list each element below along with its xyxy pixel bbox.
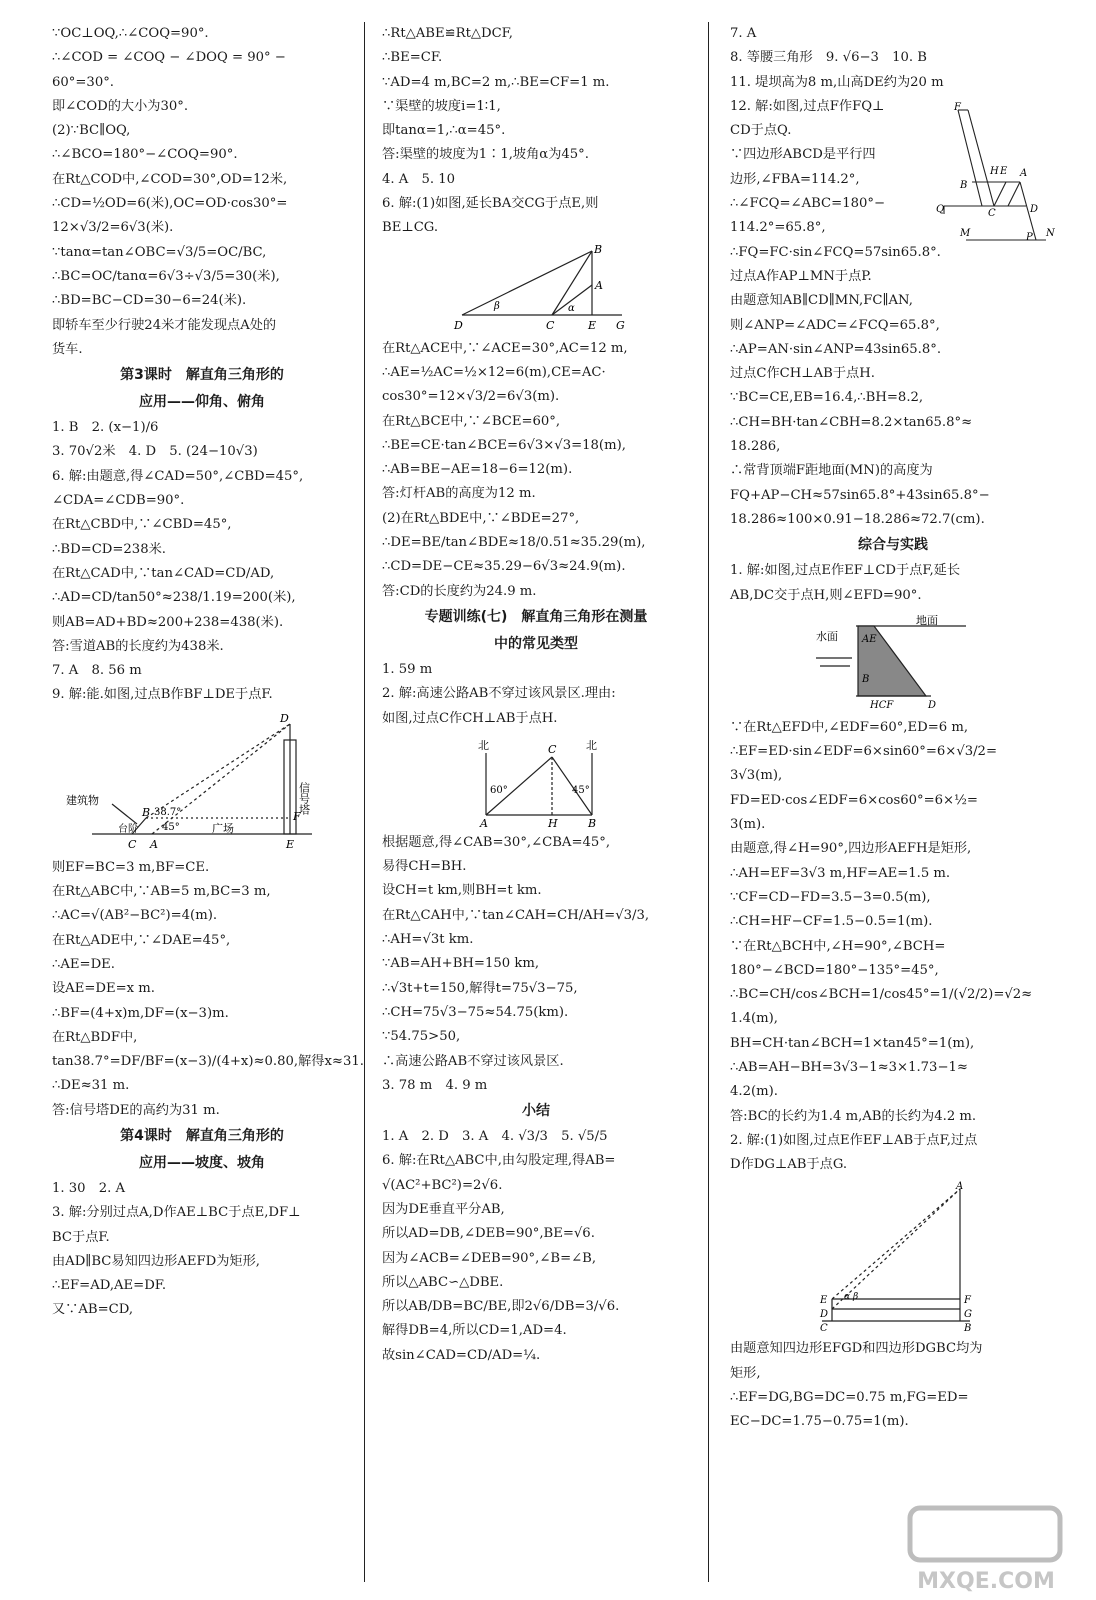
- text-line: ∴∠FCQ=∠ABC=180°−: [730, 196, 886, 212]
- text-line: 由题意知AB∥CD∥MN,FC∥AN,: [730, 293, 913, 309]
- text-line: D作DG⊥AB于点G.: [730, 1157, 848, 1173]
- text-line: ∴Rt△ABE≌Rt△DCF,: [382, 26, 513, 41]
- text-line: ∵四边形ABCD是平行四: [730, 147, 876, 163]
- text-line: 所以AB/DB=BC/BE,即2√6/DB=3/√6.: [382, 1299, 620, 1315]
- svg-text:A: A: [480, 816, 488, 827]
- svg-text:α: α: [568, 302, 575, 314]
- text-line: 解得DB=4,所以CD=1,AD=4.: [382, 1323, 567, 1339]
- figure-signal-tower: [52, 712, 352, 852]
- section-subheading: 应用——坡度、坡角: [139, 1154, 265, 1171]
- text-line: 60°=30°.: [52, 74, 114, 90]
- text-line: (2)∵BC∥OQ,: [52, 123, 131, 139]
- section-heading: 第4课时 解直角三角形的: [120, 1127, 284, 1144]
- label-angle: 45°: [162, 821, 180, 833]
- text-line: 在Rt△CAD中,∵tan∠CAD=CD/AD,: [52, 565, 275, 581]
- svg-text:N: N: [1046, 228, 1055, 239]
- text-line: 6. 解:由题意,得∠CAD=50°,∠CBD=45°,: [52, 468, 304, 484]
- text-line: 因为∠ACB=∠DEB=90°,∠B=∠B,: [382, 1250, 597, 1266]
- figure-highway: [382, 735, 690, 827]
- svg-text:C: C: [988, 208, 996, 219]
- svg-text:D: D: [1030, 204, 1039, 215]
- text-line: 易得CH=BH.: [382, 859, 467, 875]
- text-line: 即tanα=1,∴α=45°.: [382, 123, 506, 139]
- text-line: 由题意知四边形EFGD和四边形DGBC均为: [730, 1341, 983, 1357]
- text-line: √(AC²+BC²)=2√6.: [382, 1177, 503, 1193]
- text-line: 所以AD=DB,∠DEB=90°,BE=√6.: [382, 1226, 595, 1242]
- text-line: 18.286≈100×0.91−18.286≈72.7(cm).: [730, 511, 985, 527]
- text-line: 答:渠壁的坡度为1∶1,坡角α为45°.: [382, 147, 589, 163]
- svg-text:AE: AE: [862, 633, 877, 645]
- text-line: ∴BD=BC−CD=30−6=24(米).: [52, 293, 247, 309]
- svg-text:E: E: [286, 837, 295, 851]
- solution-text: [730, 716, 1056, 1178]
- text-line: 18.286,: [730, 439, 781, 455]
- text-line: ∴AB=BE−AE=18−6=12(m).: [382, 462, 573, 478]
- text-line: ∴FQ=FC·sin∠FCQ=57sin65.8°.: [730, 244, 941, 260]
- text-line: 又∵AB=CD,: [52, 1302, 134, 1318]
- text-line: 7. A 8. 56 m: [52, 663, 142, 679]
- svg-text:B: B: [142, 805, 151, 819]
- text-line: ∴AE=½AC=½×12=6(m),CE=AC·: [382, 364, 606, 380]
- text-line: ∴AP=AN·sin∠ANP=43sin65.8°.: [730, 341, 942, 357]
- text-line: ∴BD=CD=238米.: [52, 541, 166, 557]
- text-line: 故sin∠CAD=CD/AD=¼.: [382, 1347, 541, 1363]
- text-line: 过点C作CH⊥AB于点H.: [730, 366, 875, 382]
- text-line: BC于点F.: [52, 1229, 110, 1245]
- text-line: 所以△ABC∽△DBE.: [382, 1274, 504, 1290]
- text-line: 过点A作AP⊥MN于点P.: [730, 268, 872, 284]
- svg-text:A: A: [1020, 168, 1028, 179]
- text-line: 1. 解:如图,过点E作EF⊥CD于点F,延长: [730, 563, 961, 579]
- column-divider: [364, 22, 365, 1582]
- text-line: ∵54.75>50,: [382, 1029, 461, 1045]
- text-line: ∴AE=DE.: [52, 956, 115, 972]
- text-line: 12. 解:如图,过点F作FQ⊥: [730, 98, 885, 114]
- section-heading: 综合与实践: [858, 537, 928, 554]
- svg-text:F: F: [964, 1295, 971, 1307]
- solution-text: [52, 416, 352, 708]
- text-line: 2. 解:(1)如图,过点E作EF⊥AB于点F,过点: [730, 1132, 978, 1148]
- section-subheading: 中的常见类型: [494, 635, 578, 652]
- text-line: ∴CH=BH·tan∠CBH=8.2×tan65.8°≈: [730, 414, 973, 430]
- text-line: EC−DC=1.75−0.75=1(m).: [730, 1414, 909, 1430]
- text-line: 1. B 2. (x−1)/6: [52, 420, 159, 436]
- svg-text:C: C: [548, 742, 557, 756]
- text-line: 3. 解:分别过点A,D作AE⊥BC于点E,DF⊥: [52, 1205, 301, 1221]
- label-building: 建筑物: [66, 793, 99, 807]
- text-line: ∴√3t+t=150,解得t=75√3−75,: [382, 980, 578, 996]
- svg-text:M: M: [960, 228, 971, 239]
- text-line: 由AD∥BC易知四边形AEFD为矩形,: [52, 1253, 260, 1269]
- text-line: 设CH=t km,则BH=t km.: [382, 883, 542, 899]
- text-line: ∴EF=ED·sin∠EDF=6×sin60°=6×√3/2=: [730, 744, 997, 760]
- section-heading: 小结: [522, 1103, 550, 1120]
- label-platform: 台阶: [118, 823, 138, 835]
- text-line: ∴CD=DE−CE≈35.29−6√3≈24.9(m).: [382, 559, 626, 575]
- solution-text: [52, 1177, 352, 1323]
- text-line: 1. 59 m: [382, 661, 433, 677]
- svg-text:D: D: [820, 1309, 829, 1321]
- section-subheading: 应用——仰角、俯角: [139, 394, 265, 411]
- column-2: [382, 22, 690, 1368]
- text-line: ∴DE=BE/tan∠BDE≈18/0.51≈35.29(m),: [382, 535, 646, 551]
- svg-text:A: A: [150, 837, 158, 851]
- text-line: 因为DE垂直平分AB,: [382, 1201, 505, 1217]
- text-line: 则AB=AD+BD≈200+238=438(米).: [52, 614, 284, 630]
- text-line: 如图,过点C作CH⊥AB于点H.: [382, 710, 558, 726]
- label-north: 北: [478, 738, 489, 752]
- svg-text:H: H: [990, 166, 999, 177]
- solution-text: [52, 22, 352, 362]
- svg-text:A: A: [956, 1181, 964, 1193]
- label-angle: 60°: [490, 784, 508, 796]
- watermark-text: MXQE.COM: [917, 1569, 1055, 1594]
- text-line: 在Rt△COD中,∠COD=30°,OD=12米,: [52, 171, 288, 187]
- text-line: ∴BF=(4+x)m,DF=(x−3)m.: [52, 1005, 229, 1021]
- svg-text:D: D: [928, 699, 937, 711]
- text-line: CD于点Q.: [730, 123, 792, 139]
- text-line: 在Rt△BDF中,: [52, 1029, 138, 1045]
- text-line: 3√3(m),: [730, 768, 783, 784]
- text-line: ∴BE=CF.: [382, 50, 443, 66]
- text-line: 3. 70√2米 4. D 5. (24−10√3): [52, 444, 258, 460]
- text-line: (2)在Rt△BDE中,∵∠BDE=27°,: [382, 510, 580, 526]
- svg-text:C: C: [128, 837, 137, 851]
- label-north: 北: [586, 738, 597, 752]
- text-line: ∵CF=CD−FD=3.5−3=0.5(m),: [730, 889, 931, 905]
- text-line: 在Rt△CBD中,∵∠CBD=45°,: [52, 517, 232, 533]
- text-line: 根据题意,得∠CAB=30°,∠CBA=45°,: [382, 834, 611, 850]
- text-line: ∴∠BCO=180°−∠COQ=90°.: [52, 147, 238, 163]
- svg-text:B: B: [862, 673, 870, 685]
- text-line: ∵AD=4 m,BC=2 m,∴BE=CF=1 m.: [382, 74, 610, 90]
- svg-text:A: A: [595, 278, 603, 292]
- text-line: BE⊥CG.: [382, 220, 439, 236]
- svg-text:E: E: [1000, 166, 1008, 177]
- svg-text:C: C: [546, 318, 555, 332]
- svg-text:B: B: [964, 1323, 972, 1334]
- svg-text:H: H: [548, 816, 558, 827]
- text-line: ∴AH=EF=3√3 m,HF=AE=1.5 m.: [730, 865, 951, 881]
- text-line: 在Rt△ABC中,∵AB=5 m,BC=3 m,: [52, 884, 271, 900]
- text-line: 在Rt△CAH中,∵tan∠CAH=CH/AH=√3/3,: [382, 907, 650, 923]
- text-line: ∵渠壁的坡度i=1∶1,: [382, 98, 501, 114]
- text-line: ∵AB=AH+BH=150 km,: [382, 956, 540, 972]
- svg-text:B: B: [588, 816, 597, 827]
- column-divider: [708, 22, 709, 1582]
- text-line: 由题意,得∠H=90°,四边形AEFH是矩形,: [730, 841, 972, 857]
- text-line: 在Rt△ACE中,∵∠ACE=30°,AC=12 m,: [382, 340, 628, 356]
- text-line: 12×√3/2=6√3(米).: [52, 220, 174, 236]
- solution-text: [52, 856, 364, 1123]
- text-line: 边形,∠FBA=114.2°,: [730, 171, 860, 187]
- figure-parallelogram: [936, 102, 1056, 246]
- text-line: cos30°=12×√3/2=6√3(m).: [382, 389, 560, 405]
- text-line: FD=ED·cos∠EDF=6×cos60°=6×½=: [730, 792, 978, 808]
- solution-text: [382, 658, 690, 731]
- svg-text:F: F: [293, 809, 301, 823]
- text-line: ∴AB=AH−BH=3√3−1≈3×1.73−1≈: [730, 1059, 968, 1075]
- section-heading: 第3课时 解直角三角形的: [120, 367, 284, 384]
- text-line: 在Rt△BCE中,∵∠BCE=60°,: [382, 413, 561, 429]
- text-line: 答:BC的长约为1.4 m,AB的长约为4.2 m.: [730, 1108, 977, 1124]
- text-line: 2. 解:高速公路AB不穿过该风景区.理由:: [382, 686, 616, 702]
- text-line: ∴AC=√(AB²−BC²)=4(m).: [52, 908, 218, 924]
- text-line: ∴CD=½OD=6(米),OC=OD·cos30°=: [52, 196, 288, 212]
- svg-text:HCF: HCF: [870, 699, 894, 711]
- solution-text: [382, 831, 690, 1098]
- text-line: ∴高速公路AB不穿过该风景区.: [382, 1053, 564, 1069]
- svg-text:E: E: [588, 318, 597, 332]
- svg-text:B: B: [960, 180, 968, 191]
- text-line: 即∠COD的大小为30°.: [52, 98, 189, 114]
- text-line: 3(m).: [730, 817, 766, 833]
- text-line: ∵BC=CE,EB=16.4,∴BH=8.2,: [730, 390, 924, 406]
- text-line: 4.2(m).: [730, 1084, 778, 1100]
- solution-text: [382, 1125, 690, 1368]
- section-heading: 专题训练(七) 解直角三角形在测量: [424, 608, 648, 625]
- text-line: 答:雪道AB的长度约为438米.: [52, 638, 224, 654]
- text-line: ∵在Rt△EFD中,∠EDF=60°,ED=6 m,: [730, 719, 969, 735]
- text-line: 4. A 5. 10: [382, 171, 456, 187]
- watermark: [880, 1500, 1080, 1596]
- text-line: 答:信号塔DE的高约为31 m.: [52, 1102, 220, 1118]
- text-line: 答:灯杆AB的高度为12 m.: [382, 486, 536, 502]
- figure-lamp-post: [382, 245, 690, 333]
- text-line: 180°−∠BCD=180°−135°=45°,: [730, 962, 939, 978]
- text-line: 6. 解:(1)如图,延长BA交CG于点E,则: [382, 196, 599, 212]
- text-line: 答:CD的长度约为24.9 m.: [382, 583, 537, 599]
- label-water: 水面: [816, 629, 838, 643]
- text-line: 9. 解:能.如图,过点B作BF⊥DE于点F.: [52, 687, 273, 703]
- solution-text: [382, 22, 690, 241]
- label-tower: 信号塔: [297, 781, 311, 815]
- text-line: 6. 解:在Rt△ABC中,由勾股定理,得AB=: [382, 1153, 616, 1169]
- text-line: 矩形,: [730, 1365, 761, 1381]
- svg-text:G: G: [964, 1309, 972, 1321]
- text-line: ∵tanα=tan∠OBC=√3/5=OC/BC,: [52, 244, 267, 260]
- text-line: 即轿车至少行驶24米才能发现点A处的: [52, 317, 277, 333]
- text-line: BH=CH·tan∠BCH=1×tan45°=1(m),: [730, 1035, 975, 1051]
- text-line: ∴BC=CH/cos∠BCH=1/cos45°=1/(√2/2)=√2≈: [730, 987, 1033, 1003]
- svg-text:G: G: [616, 318, 625, 332]
- svg-text:Q: Q: [936, 204, 945, 215]
- text-line: 114.2°=65.8°,: [730, 220, 826, 236]
- text-line: FQ+AP−CH≈57sin65.8°+43sin65.8°−: [730, 487, 990, 503]
- solution-text: [730, 1337, 1056, 1434]
- svg-text:F: F: [954, 102, 961, 113]
- svg-text:α β: α β: [844, 1292, 859, 1303]
- text-line: ∠CDA=∠CDB=90°.: [52, 493, 185, 509]
- text-line: 则EF=BC=3 m,BF=CE.: [52, 859, 210, 875]
- text-line: ∵在Rt△BCH中,∠H=90°,∠BCH=: [730, 938, 946, 954]
- text-line: 3. 78 m 4. 9 m: [382, 1077, 488, 1093]
- column-3: [730, 22, 1056, 1435]
- text-line: tan38.7°=DF/BF=(x−3)/(4+x)≈0.80,解得x≈31.: [52, 1054, 364, 1070]
- text-line: ∴AH=√3t km.: [382, 932, 474, 948]
- text-line: 货车.: [52, 341, 83, 357]
- figure-tree-height: [730, 1181, 1056, 1333]
- text-line: 则∠ANP=∠ADC=∠FCQ=65.8°,: [730, 317, 940, 333]
- solution-text: [382, 337, 690, 604]
- svg-text:C: C: [820, 1323, 828, 1334]
- label-ground: 地面: [916, 613, 938, 627]
- svg-text:β: β: [494, 300, 500, 312]
- svg-text:B: B: [594, 244, 603, 256]
- text-line: AB,DC交于点H,则∠EFD=90°.: [730, 587, 922, 603]
- text-line: ∴DE≈31 m.: [52, 1078, 130, 1094]
- text-line: 1.4(m),: [730, 1011, 778, 1027]
- text-line: ∴EF=DG,BG=DC=0.75 m,FG=ED=: [730, 1390, 969, 1406]
- figure-dam: [730, 612, 1056, 712]
- text-line: ∴BE=CE·tan∠BCE=6√3×√3=18(m),: [382, 437, 626, 453]
- svg-text:P: P: [1026, 232, 1033, 242]
- svg-text:D: D: [280, 711, 289, 725]
- problem-12: [730, 22, 1056, 532]
- text-line: ∴CH=HF−CF=1.5−0.5=1(m).: [730, 914, 933, 930]
- text-line: ∴EF=AD,AE=DF.: [52, 1278, 167, 1294]
- svg-text:E: E: [820, 1295, 828, 1307]
- text-line: ∴常背顶端F距地面(MN)的高度为: [730, 463, 933, 479]
- text-line: ∵OC⊥OQ,∴∠COQ=90°.: [52, 26, 209, 41]
- text-line: 在Rt△ADE中,∵∠DAE=45°,: [52, 932, 231, 948]
- text-line: 1. A 2. D 3. A 4. √3/3 5. √5/5: [382, 1129, 608, 1145]
- text-line: 1. 30 2. A: [52, 1180, 126, 1196]
- solution-text: [730, 22, 1056, 532]
- text-line: ∴AD=CD/tan50°≈238/1.19=200(米),: [52, 590, 296, 606]
- column-1: [52, 22, 364, 1323]
- text-line: 11. 堤坝高为8 m,山高DE约为20 m: [730, 74, 944, 90]
- text-line: ∴∠COD = ∠COQ − ∠DOQ = 90° −: [52, 50, 286, 66]
- text-line: 7. A: [730, 26, 757, 41]
- label-square: 广场: [212, 821, 234, 835]
- svg-text:D: D: [454, 318, 463, 332]
- text-line: 设AE=DE=x m.: [52, 981, 155, 997]
- label-angle: 45°: [572, 784, 590, 796]
- text-line: 8. 等腰三角形 9. √6−3 10. B: [730, 50, 927, 66]
- text-line: ∴CH=75√3−75≈54.75(km).: [382, 1004, 569, 1020]
- text-line: ∴BC=OC/tanα=6√3÷√3/5=30(米),: [52, 268, 280, 284]
- solution-text: [730, 559, 1056, 608]
- label-angle: 38.7°: [154, 806, 182, 818]
